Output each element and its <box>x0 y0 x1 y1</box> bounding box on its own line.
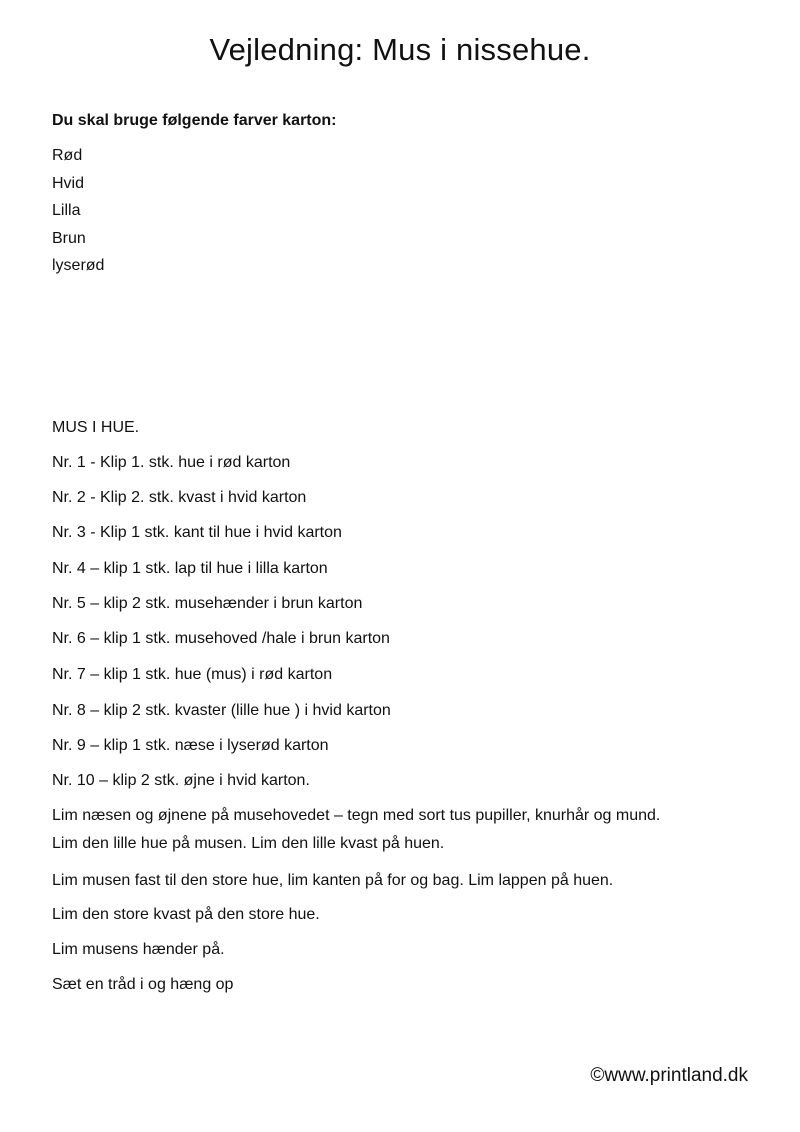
colors-heading: Du skal bruge følgende farver karton: <box>52 112 337 129</box>
step-item: Nr. 1 - Klip 1. stk. hue i rød karton <box>52 454 291 471</box>
color-item: lyserød <box>52 257 105 274</box>
step-item: Nr. 7 – klip 1 stk. hue (mus) i rød karton <box>52 666 333 683</box>
assembly-item: Lim den lille hue på musen. Lim den lille kvast på huen. <box>52 835 445 852</box>
page-title: Vejledning: Mus i nissehue. <box>209 32 591 67</box>
assembly-item: Lim musens hænder på. <box>52 941 225 958</box>
assembly-item: Sæt en tråd i og hæng op <box>52 976 234 993</box>
step-item: Nr. 9 – klip 1 stk. næse i lyserød karton <box>52 737 329 754</box>
color-item: Brun <box>52 229 86 247</box>
assembly-item: Lim musen fast til den store hue, lim kanten på for og bag. Lim lappen på huen. <box>52 872 614 889</box>
step-item: Nr. 10 – klip 2 stk. øjne i hvid karton. <box>52 772 310 789</box>
colors-list <box>52 145 104 283</box>
footer-copyright: ©www.printland.dk <box>590 1065 748 1086</box>
step-item: Nr. 5 – klip 2 stk. musehænder i brun karton <box>52 595 363 612</box>
step-item: Nr. 6 – klip 1 stk. musehoved /hale i brun karton <box>52 630 390 647</box>
assembly-item: Lim næsen og øjnene på musehovedet – tegn med sort tus pupiller, knurhår og mund. <box>52 807 661 824</box>
assembly-item: Lim den store kvast på den store hue. <box>52 906 320 923</box>
step-item: Nr. 3 - Klip 1 stk. kant til hue i hvid karton <box>52 524 342 541</box>
section-heading: MUS I HUE. <box>52 419 140 436</box>
color-item: Rød <box>52 147 83 164</box>
step-item: Nr. 2 - Klip 2. stk. kvast i hvid karton <box>52 489 307 506</box>
step-item: Nr. 8 – klip 2 stk. kvaster (lille hue ) i hvid karton <box>52 702 391 719</box>
step-item: Nr. 4 – klip 1 stk. lap til hue i lilla karton <box>52 560 328 577</box>
color-item: Lilla <box>52 202 81 219</box>
color-item: Hvid <box>52 174 85 192</box>
